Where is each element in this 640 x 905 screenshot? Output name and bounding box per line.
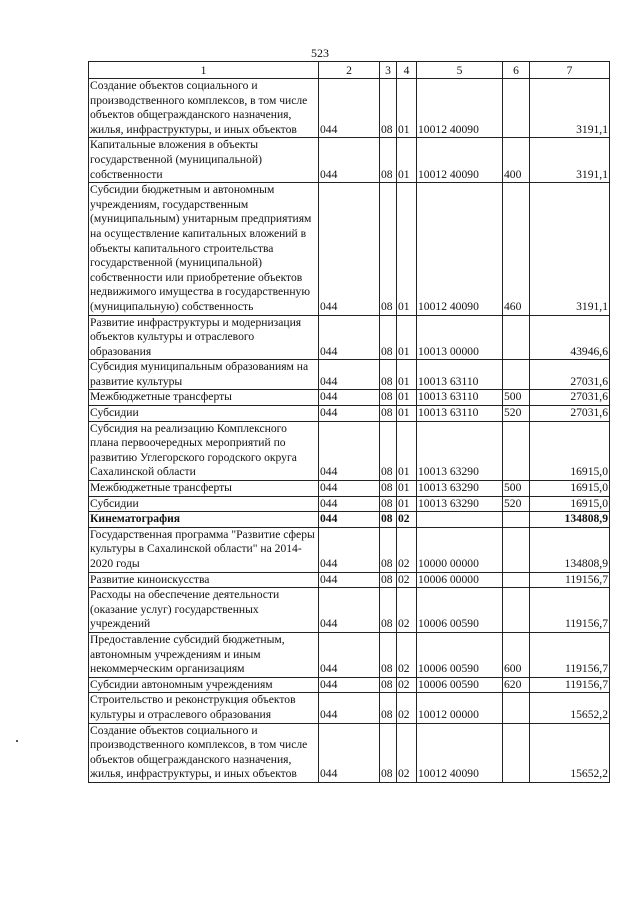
subsection-code: 02 xyxy=(397,677,417,693)
row-title: Строительство и реконструкция объектов культуры и отраслевого образования xyxy=(89,693,319,723)
table-row xyxy=(89,481,610,497)
header-row xyxy=(89,62,610,79)
section-code: 08 xyxy=(380,183,397,315)
table-row xyxy=(89,406,610,422)
table-row xyxy=(89,632,610,677)
expense-type xyxy=(503,572,530,588)
amount: 16915,0 xyxy=(530,421,610,480)
amount: 3191,1 xyxy=(530,138,610,183)
expense-type xyxy=(503,723,530,782)
section-code: 08 xyxy=(380,723,397,782)
admin-code: 044 xyxy=(319,677,380,693)
table-row xyxy=(89,512,610,528)
column-header: 4 xyxy=(397,62,417,79)
admin-code: 044 xyxy=(319,183,380,315)
admin-code: 044 xyxy=(319,390,380,406)
amount: 16915,0 xyxy=(530,481,610,497)
admin-code: 044 xyxy=(319,421,380,480)
row-title: Субсидия на реализацию Комплексного плана первоочередных мероприятий по развитию Углегорского городского округа Сахалинской области xyxy=(89,421,319,480)
target-article: 10013 63290 xyxy=(417,496,503,512)
budget-table xyxy=(88,61,610,783)
amount: 119156,7 xyxy=(530,572,610,588)
row-title: Создание объектов социального и производственного комплексов, в том числе объектов общегражданского назначения, жилья, инфраструктуры, и иных объектов xyxy=(89,79,319,138)
amount: 119156,7 xyxy=(530,677,610,693)
section-code: 08 xyxy=(380,79,397,138)
row-title: Субсидии бюджетным и автономным учреждениям, государственным (муниципальным) унитарным предприятиям на осуществление капитальных вложений в объекты капитального строительства государственной (муниципальной) собственности или приобретение объектов недвижимого имущества в государственную (муниципальную) собственность xyxy=(89,183,319,315)
admin-code: 044 xyxy=(319,527,380,572)
subsection-code: 01 xyxy=(397,315,417,360)
table-row xyxy=(89,527,610,572)
scan-speck xyxy=(16,740,18,742)
row-title: Межбюджетные трансферты xyxy=(89,390,319,406)
amount: 134808,9 xyxy=(530,512,610,528)
subsection-code: 01 xyxy=(397,79,417,138)
table-row xyxy=(89,183,610,315)
amount: 15652,2 xyxy=(530,723,610,782)
table-body xyxy=(89,79,610,783)
column-header: 7 xyxy=(530,62,610,79)
section-code: 08 xyxy=(380,588,397,633)
expense-type xyxy=(503,512,530,528)
row-title: Кинематография xyxy=(89,512,319,528)
amount: 119156,7 xyxy=(530,588,610,633)
admin-code: 044 xyxy=(319,572,380,588)
subsection-code: 01 xyxy=(397,496,417,512)
amount: 3191,1 xyxy=(530,79,610,138)
expense-type: 520 xyxy=(503,406,530,422)
row-title: Создание объектов социального и производственного комплексов, в том числе объектов общегражданского назначения, жилья, инфраструктуры, и иных объектов xyxy=(89,723,319,782)
column-header: 6 xyxy=(503,62,530,79)
target-article: 10012 00000 xyxy=(417,693,503,723)
target-article: 10006 00590 xyxy=(417,677,503,693)
target-article: 10013 63110 xyxy=(417,360,503,390)
subsection-code: 01 xyxy=(397,183,417,315)
page-number: 523 xyxy=(311,46,329,60)
amount: 27031,6 xyxy=(530,360,610,390)
subsection-code: 02 xyxy=(397,572,417,588)
subsection-code: 01 xyxy=(397,406,417,422)
section-code: 08 xyxy=(380,677,397,693)
amount: 134808,9 xyxy=(530,527,610,572)
section-code: 08 xyxy=(380,572,397,588)
table-row xyxy=(89,693,610,723)
expense-type: 620 xyxy=(503,677,530,693)
admin-code: 044 xyxy=(319,406,380,422)
subsection-code: 01 xyxy=(397,138,417,183)
row-title: Субсидии автономным учреждениям xyxy=(89,677,319,693)
expense-type: 400 xyxy=(503,138,530,183)
section-code: 08 xyxy=(380,390,397,406)
subsection-code: 01 xyxy=(397,390,417,406)
section-code: 08 xyxy=(380,496,397,512)
subsection-code: 02 xyxy=(397,632,417,677)
row-title: Развитие инфраструктуры и модернизация объектов культуры и отраслевого образования xyxy=(89,315,319,360)
target-article: 10013 00000 xyxy=(417,315,503,360)
subsection-code: 02 xyxy=(397,512,417,528)
admin-code: 044 xyxy=(319,632,380,677)
expense-type xyxy=(503,79,530,138)
section-code: 08 xyxy=(380,421,397,480)
expense-type: 500 xyxy=(503,481,530,497)
amount: 119156,7 xyxy=(530,632,610,677)
expense-type: 500 xyxy=(503,390,530,406)
admin-code: 044 xyxy=(319,315,380,360)
table-row xyxy=(89,723,610,782)
amount: 16915,0 xyxy=(530,496,610,512)
expense-type: 460 xyxy=(503,183,530,315)
expense-type xyxy=(503,527,530,572)
admin-code: 044 xyxy=(319,79,380,138)
section-code: 08 xyxy=(380,527,397,572)
section-code: 08 xyxy=(380,693,397,723)
amount: 27031,6 xyxy=(530,390,610,406)
target-article: 10012 40090 xyxy=(417,183,503,315)
admin-code: 044 xyxy=(319,360,380,390)
table-row xyxy=(89,572,610,588)
subsection-code: 02 xyxy=(397,588,417,633)
amount: 27031,6 xyxy=(530,406,610,422)
table-row xyxy=(89,360,610,390)
amount: 3191,1 xyxy=(530,183,610,315)
table-row xyxy=(89,315,610,360)
section-code: 08 xyxy=(380,315,397,360)
table-row xyxy=(89,588,610,633)
expense-type xyxy=(503,421,530,480)
table-row xyxy=(89,138,610,183)
target-article: 10013 63110 xyxy=(417,406,503,422)
row-title: Межбюджетные трансферты xyxy=(89,481,319,497)
target-article xyxy=(417,512,503,528)
section-code: 08 xyxy=(380,632,397,677)
amount: 43946,6 xyxy=(530,315,610,360)
subsection-code: 01 xyxy=(397,481,417,497)
expense-type xyxy=(503,360,530,390)
expense-type: 520 xyxy=(503,496,530,512)
admin-code: 044 xyxy=(319,496,380,512)
row-title: Капитальные вложения в объекты государственной (муниципальной) собственности xyxy=(89,138,319,183)
subsection-code: 01 xyxy=(397,360,417,390)
target-article: 10006 00590 xyxy=(417,588,503,633)
table-row xyxy=(89,390,610,406)
target-article: 10013 63290 xyxy=(417,421,503,480)
target-article: 10006 00590 xyxy=(417,632,503,677)
subsection-code: 02 xyxy=(397,723,417,782)
column-header: 1 xyxy=(89,62,319,79)
admin-code: 044 xyxy=(319,512,380,528)
admin-code: 044 xyxy=(319,588,380,633)
target-article: 10012 40090 xyxy=(417,723,503,782)
amount: 15652,2 xyxy=(530,693,610,723)
table-row xyxy=(89,421,610,480)
admin-code: 044 xyxy=(319,138,380,183)
table-row xyxy=(89,496,610,512)
expense-type xyxy=(503,693,530,723)
row-title: Расходы на обеспечение деятельности (оказание услуг) государственных учреждений xyxy=(89,588,319,633)
row-title: Государственная программа "Развитие сферы культуры в Сахалинской области" на 2014-2020 годы xyxy=(89,527,319,572)
section-code: 08 xyxy=(380,138,397,183)
admin-code: 044 xyxy=(319,481,380,497)
row-title: Субсидии xyxy=(89,496,319,512)
table-row xyxy=(89,677,610,693)
target-article: 10013 63110 xyxy=(417,390,503,406)
row-title: Субсидии xyxy=(89,406,319,422)
expense-type xyxy=(503,315,530,360)
admin-code: 044 xyxy=(319,723,380,782)
expense-type: 600 xyxy=(503,632,530,677)
section-code: 08 xyxy=(380,512,397,528)
section-code: 08 xyxy=(380,360,397,390)
target-article: 10012 40090 xyxy=(417,138,503,183)
column-header: 3 xyxy=(380,62,397,79)
table-row xyxy=(89,79,610,138)
row-title: Субсидия муниципальным образованиям на развитие культуры xyxy=(89,360,319,390)
section-code: 08 xyxy=(380,406,397,422)
target-article: 10000 00000 xyxy=(417,527,503,572)
row-title: Предоставление субсидий бюджетным, автономным учреждениям и иным некоммерческим организациям xyxy=(89,632,319,677)
expense-type xyxy=(503,588,530,633)
target-article: 10006 00000 xyxy=(417,572,503,588)
column-header: 2 xyxy=(319,62,380,79)
column-header: 5 xyxy=(417,62,503,79)
subsection-code: 02 xyxy=(397,527,417,572)
target-article: 10013 63290 xyxy=(417,481,503,497)
section-code: 08 xyxy=(380,481,397,497)
admin-code: 044 xyxy=(319,693,380,723)
subsection-code: 01 xyxy=(397,421,417,480)
target-article: 10012 40090 xyxy=(417,79,503,138)
subsection-code: 02 xyxy=(397,693,417,723)
row-title: Развитие киноискусства xyxy=(89,572,319,588)
